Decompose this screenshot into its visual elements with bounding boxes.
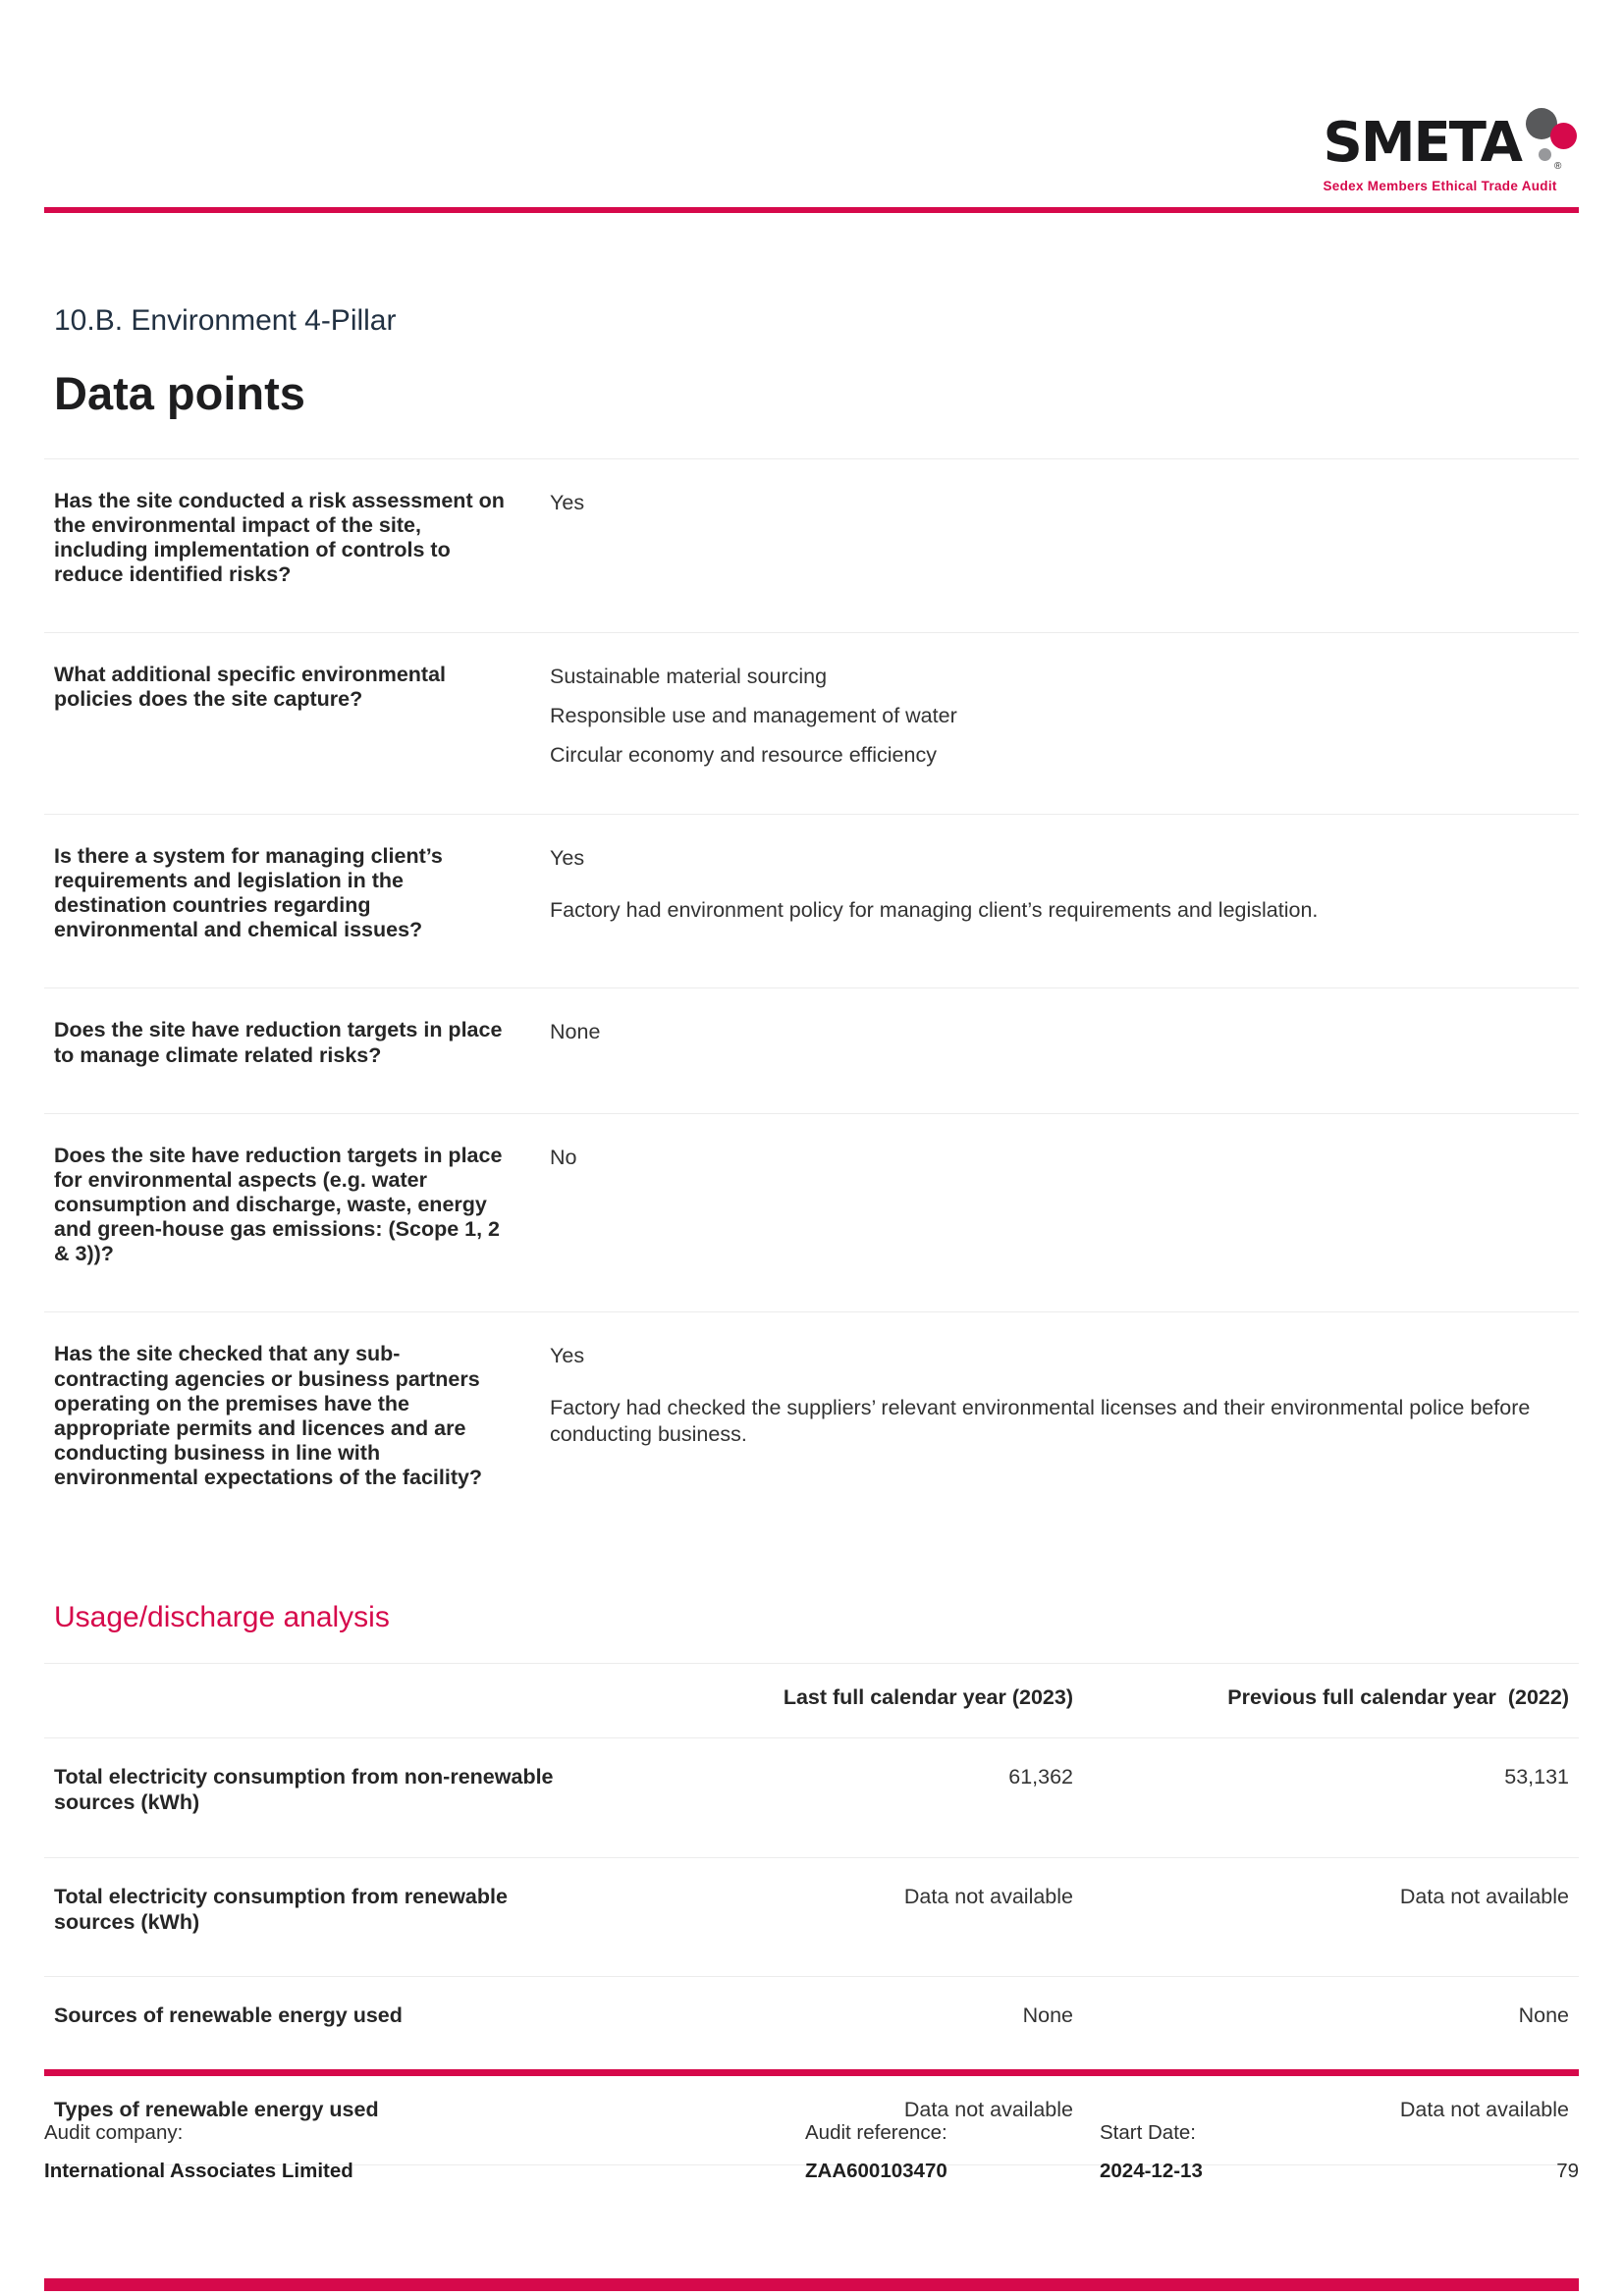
answer-text: Circular economy and resource efficiency [550,743,937,767]
question: Does the site have reduction targets in place to manage climate related risks? [54,1018,503,1067]
answer [550,1144,1569,1267]
qa-row-climate-reduction-targets [44,988,1579,1113]
table-header-row [44,1664,1579,1738]
smeta-logo-dots [1524,102,1579,179]
page-number: 79 [1556,2160,1579,2182]
answer [550,1018,1569,1067]
main-content [44,303,1579,2165]
value-2022: Data not available [1399,2098,1569,2122]
smeta-logo-tagline: Sedex Members Ethical Trade Audit [1323,179,1557,193]
table-header-2022: Previous full calendar year (2022) [1227,1685,1569,1710]
value-2022: None [1518,2003,1569,2028]
start-date-value: 2024-12-13 [1100,2160,1203,2182]
bottom-accent-bar [44,2278,1579,2291]
row-label: Total electricity consumption from non-renewable sources (kWh) [54,1765,554,1815]
table-row-renewable-electricity [44,1858,1579,1978]
page-title: Data points [54,367,305,419]
answer-text: Factory had checked the suppliers’ relevant environmental licenses and their environmental police before conducting business. [550,1396,1531,1447]
answer [550,1342,1569,1490]
answer-text: No [550,1145,577,1169]
audit-reference-label: Audit reference: [805,2121,947,2144]
answer [550,489,1569,588]
logo-dot-pink-icon [1550,123,1577,149]
table-header-2023: Last full calendar year (2023) [783,1685,1073,1710]
usage-discharge-title: Usage/discharge analysis [54,1601,390,1634]
audit-reference-value: ZAA600103470 [805,2160,947,2182]
answer-text: Yes [550,845,585,870]
qa-row-client-requirements-system [44,815,1579,989]
answer-text: Factory had environment policy for managing client’s requirements and legislation. [550,897,1319,922]
qa-row-risk-assessment [44,459,1579,634]
table-row-renewable-sources [44,1977,1579,2071]
question: What additional specific environmental policies does the site capture? [54,663,447,712]
row-label: Total electricity consumption from renewable sources (kWh) [54,1884,508,1934]
registered-trademark-icon: ® [1554,161,1562,172]
data-points-list [44,458,1579,1536]
section-title: 10.B. Environment 4-Pillar [54,304,397,337]
footer-start-date [1100,2121,1556,2183]
row-label: Types of renewable energy used [54,2098,379,2122]
header-accent-rule [44,207,1579,213]
smeta-logo-text: SMETA [1323,111,1521,175]
smeta-logo [1323,102,1579,193]
page-footer [44,2069,1579,2183]
answer [550,844,1569,943]
page-header [44,0,1579,193]
footer-audit-reference [805,2121,1100,2183]
qa-row-environmental-reduction-targets [44,1114,1579,1313]
value-2023: Data not available [903,1884,1073,1908]
value-2023: None [1022,2003,1073,2028]
value-2023: Data not available [903,2098,1073,2122]
answer [550,663,1569,769]
footer-accent-rule [44,2069,1579,2076]
audit-company-value: International Associates Limited [44,2160,353,2182]
question: Is there a system for managing client’s requirements and legislation in the destination countries regarding environmental and chemical issues? [54,843,443,942]
question: Has the site conducted a risk assessment on the environmental impact of the site, including implementation of controls to reduce identified risks? [54,488,505,587]
start-date-label: Start Date: [1100,2121,1196,2144]
value-2022: Data not available [1399,1884,1569,1908]
qa-row-subcontractor-permits [44,1312,1579,1535]
table-row-nonrenewable-electricity [44,1738,1579,1858]
answer-text: Responsible use and management of water [550,704,957,728]
answer-text: Sustainable material sourcing [550,665,828,689]
row-label: Sources of renewable energy used [54,2003,403,2028]
answer-text: None [550,1020,601,1044]
footer-audit-company [44,2121,805,2183]
value-2023: 61,362 [1008,1765,1073,1789]
qa-row-additional-policies [44,633,1579,815]
audit-company-label: Audit company: [44,2121,184,2144]
question: Has the site checked that any sub-contracting agencies or business partners operating on the premises have the appropriate permits and licences and are conducting business in line with environmental expectations of the facility? [54,1342,483,1490]
answer-text: Yes [550,490,585,514]
value-2022: 53,131 [1504,1765,1569,1789]
logo-dot-gray-icon [1539,148,1551,161]
answer-text: Yes [550,1344,585,1368]
question: Does the site have reduction targets in place for environmental aspects (e.g. water consumption and discharge, waste, energy and green-house gas emissions: (Scope 1, 2 & 3))? [54,1143,503,1266]
